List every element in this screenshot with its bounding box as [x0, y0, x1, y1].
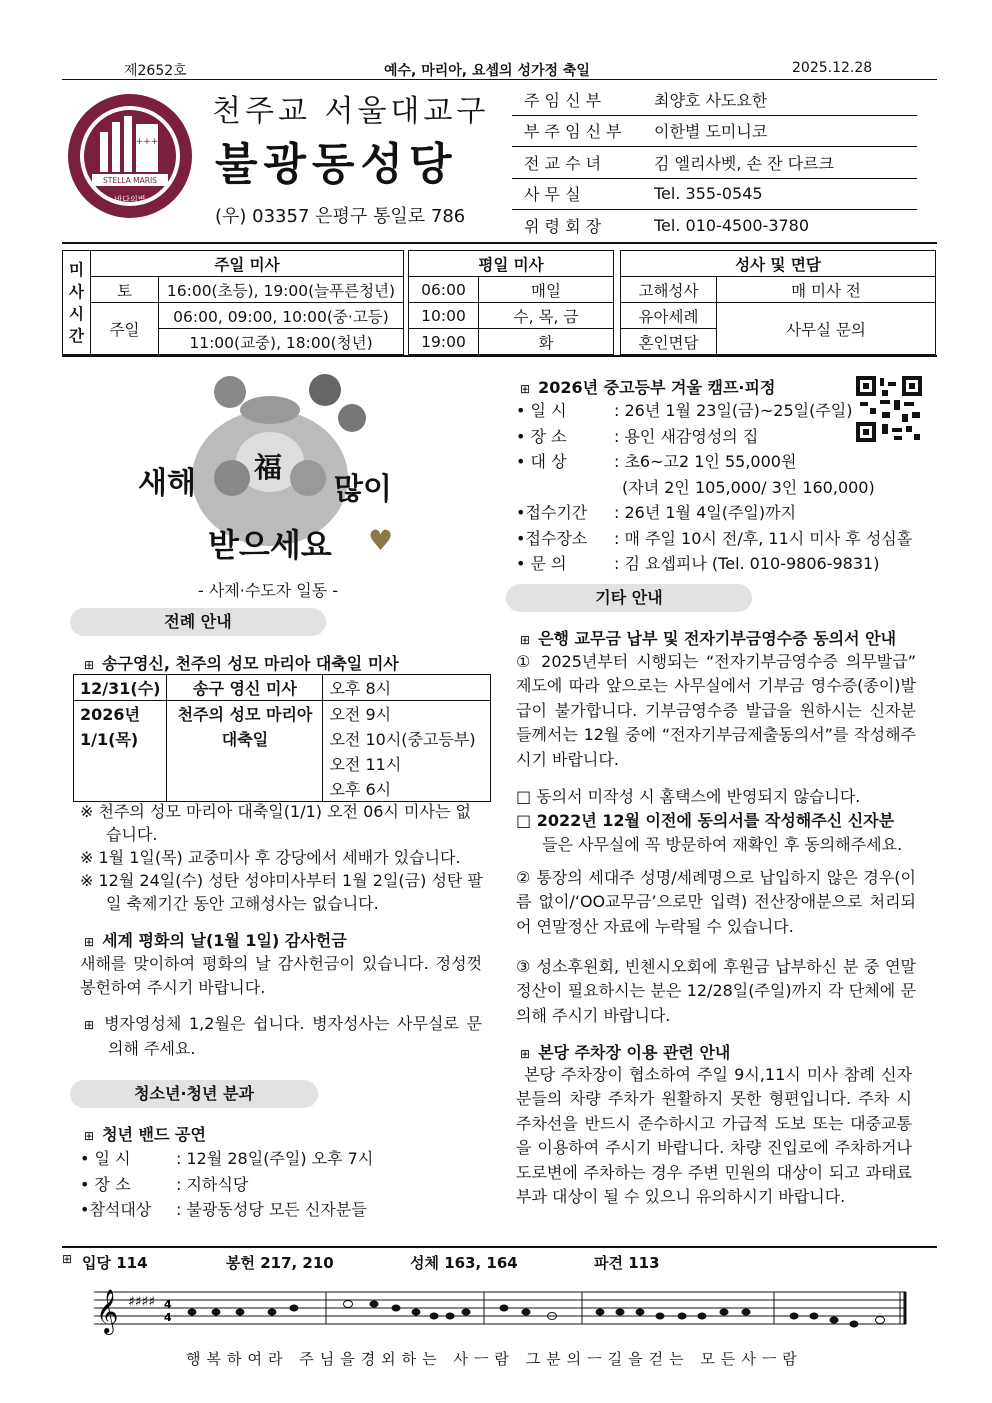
staff-row: 위 령 회 장 Tel. 010-4500-3780: [524, 216, 810, 237]
svg-text:♯♯♯♯: ♯♯♯♯: [128, 1294, 156, 1310]
music-staff: [94, 1282, 914, 1342]
greeting-word-3: 받으세요: [208, 526, 332, 564]
camp-details: • 일 시 : 26년 1월 23일(금)~25일(주일) • 장 소 : 용인 새감영성의 집 • 대 상 : 초6~고2 1인 55,000원 (자녀 2인 105,000/ 3인 160,000) •접수기간 : 26년 1월 4일(주일)까지 •접수장소 : 매 주일 10시 전/후, 11시 미사 후 성심홀 • 문 의 : 김 요셉피나 (Tel. 010-9806-9831): [516, 401, 913, 573]
peace-day-heading: ⊞ 세계 평화의 날(1월 1일) 감사헌금: [84, 931, 347, 950]
sat-label: 토: [91, 277, 159, 303]
peace-day-text: 새해를 맞이하여 평화의 날 감사헌금이 있습니다. 정성껏 봉헌하여 주시기 바랍니다.: [80, 954, 482, 998]
greeting-signature: - 사제·수도자 일동 -: [198, 581, 339, 600]
dismissal-hymn: 파견 113: [594, 1254, 660, 1272]
parking-heading: ⊞ 본당 주차장 이용 관련 안내: [520, 1043, 731, 1062]
year-end-mass-table: 12/31(수) 송구 영신 미사 오후 8시 2026년 1/1(목) 천주의 성모 마리아 대축일 오전 9시 오전 10시(중고등부) 오전 11시 오후 6시: [73, 674, 491, 802]
staff-row: 주 임 신 부 최양호 사도요한: [512, 84, 917, 116]
etc-section-pill: 기타 안내: [506, 584, 752, 612]
svg-text:4: 4: [164, 1298, 172, 1311]
heart-icon: ♥: [368, 524, 394, 557]
sick-communion-text: ⊞ 병자영성체 1,2월은 쉽니다. 병자성사는 사무실로 문의해 주세요.: [84, 1014, 482, 1059]
svg-text:4: 4: [164, 1311, 172, 1324]
issue-date: 2025.12.28: [792, 60, 873, 76]
donation-text-1: ① 2025년부터 시행되는 “전자기부금영수증 의무발급” 제도에 따라 앞으로는 사무실에서 기부금 영수증(종이)발급이 불가합니다. 기부금영수증 발급을 원하시는 신자분들께서는 12월 중에 “전자기부금제출동의서”를 작성해주시기 바랍니다.: [516, 652, 916, 769]
sun-label: 주일: [91, 303, 159, 355]
staff-row: 사 무 실 Tel. 355-0545: [512, 179, 917, 211]
staff-list: [512, 84, 917, 242]
communion-hymn: 성체 163, 164: [410, 1254, 518, 1272]
greeting-word-1: 새해: [138, 466, 196, 501]
parish-name: 불광동성당: [215, 139, 458, 190]
band-heading: ⊞ 청년 밴드 공연: [84, 1125, 206, 1144]
weekday-mass-header: 평일 미사: [409, 251, 614, 277]
hymn-marker-icon: ⊞: [62, 1252, 73, 1266]
donation-text-2: ② 통장의 세대주 성명/세례명으로 납입하지 않은 경우(이름 없이/‘OO교무금’으로만 입력) 전산장애분으로 처리되어 연말정산 자료에 누락될 수 있습니다.: [516, 868, 916, 936]
parking-text: 본당 주차장이 협소하여 주일 9시,11시 미사 참례 신자분들의 차량 주차가 원활하지 못한 형편입니다. 주차 시 주차선을 반드시 준수하시고 가급적 도보 또는 대중교통을 이용하여 주시기 바랍니다. 차량 진입로에 주차하거나 도로변에 주차하는 경우 주변 민원의 대상이 되고 과태료 부과 대상이 될 수 있으니 유의하시기 바랍니다.: [516, 1065, 912, 1207]
fortune-char: 福: [254, 451, 283, 484]
donation-check-2a: □ 2022년 12월 이전에 동의서를 작성해주신 신자분: [516, 811, 895, 830]
sun-times-1: 06:00, 09:00, 10:00(중·고등): [159, 303, 404, 329]
staff-row: 부 주 임 신 부 이한별 도미니코: [512, 116, 917, 148]
issue-number: 제2652호: [124, 63, 187, 79]
mass-side-label: 미사 시간: [63, 251, 91, 355]
donation-heading: ⊞ 은행 교무금 납부 및 전자기부금영수증 동의서 안내: [520, 629, 897, 648]
svg-text:STELLA MARIS: STELLA MARIS: [103, 176, 157, 185]
entrance-hymn: 입당 114: [82, 1254, 148, 1272]
year-end-mass-heading: ⊞ 송구영신, 천주의 성모 마리아 대축일 미사: [84, 654, 399, 673]
diocese-name: 천주교 서울대교구: [212, 94, 490, 129]
parish-address: (우) 03357 은평구 통일로 786: [215, 206, 466, 227]
svg-text:+++: +++: [135, 137, 159, 147]
liturgy-section-pill: 전례 안내: [70, 608, 326, 636]
greeting-word-2: 많이: [334, 472, 392, 507]
mass-schedule: 미사 시간 주일 미사 토 16:00(초등), 19:00(늘푸른청년) 주일 06:00, 09:00, 10:00(중·고등) 11:00(교중), 18:00(청년) 평일 미사 06:00 매일 10:00 수, 목, 금 19:00 화 성사 및 면담 고해성사 매 미사 전 유아세례 사무실 문의 혼인면담: [62, 242, 937, 357]
sunday-mass-header: 주일 미사: [91, 251, 404, 277]
parish-logo: [66, 92, 194, 220]
sun-times-2: 11:00(교중), 18:00(청년): [159, 329, 404, 355]
donation-check-1: □ 동의서 미작성 시 홈택스에 반영되지 않습니다.: [516, 787, 861, 806]
camp-heading: ⊞ 2026년 중고등부 겨울 캠프·피정: [520, 378, 776, 397]
feast-title: 예수, 마리아, 요셉의 성가정 축일: [384, 63, 590, 79]
offertory-hymn: 봉헌 217, 210: [226, 1254, 334, 1272]
hymn-section: [62, 1246, 937, 1401]
svg-text:바다의별: 바다의별: [114, 195, 146, 204]
youth-section-pill: 청소년·청년 분과: [70, 1080, 318, 1108]
new-year-greeting: [130, 370, 410, 570]
donation-check-2b: 들은 사무실에 꼭 방문하여 재확인 후 동의해주세요.: [542, 835, 903, 854]
liturgy-notes: ※ 천주의 성모 마리아 대축일(1/1) 오전 06시 미사는 없습니다. ※ 1월 1일(목) 교중미사 후 강당에서 세배가 있습니다. ※ 12월 24일(수) 성탄 성야미사부터 1월 2일(금) 성탄 팔일 축제기간 동안 고해성사는 없습니다.: [80, 802, 483, 913]
sat-times: 16:00(초등), 19:00(늘푸른청년): [159, 277, 404, 303]
sacrament-header: 성사 및 면담: [621, 251, 936, 277]
donation-text-3: ③ 성소후원회, 빈첸시오회에 후원금 납부하신 분 중 연말정산이 필요하시는 분은 12/28일(주일)까지 각 단체에 문의해 주시기 바랍니다.: [516, 957, 916, 1025]
svg-text:𝄞: 𝄞: [96, 1289, 119, 1333]
staff-row: 전 교 수 녀 김 엘리사벳, 손 잔 다르크: [512, 147, 917, 179]
top-bar: [62, 58, 937, 80]
band-details: • 일 시 : 12월 28일(주일) 오후 7시 • 장 소 : 지하식당 •참석대상 : 불광동성당 모든 신자분들: [80, 1149, 374, 1219]
hymn-lyrics: 행복하여라 주님을경외하는 사ㅡ람 그분의ㅡ길을걷는 모든사ㅡ람: [186, 1350, 803, 1368]
